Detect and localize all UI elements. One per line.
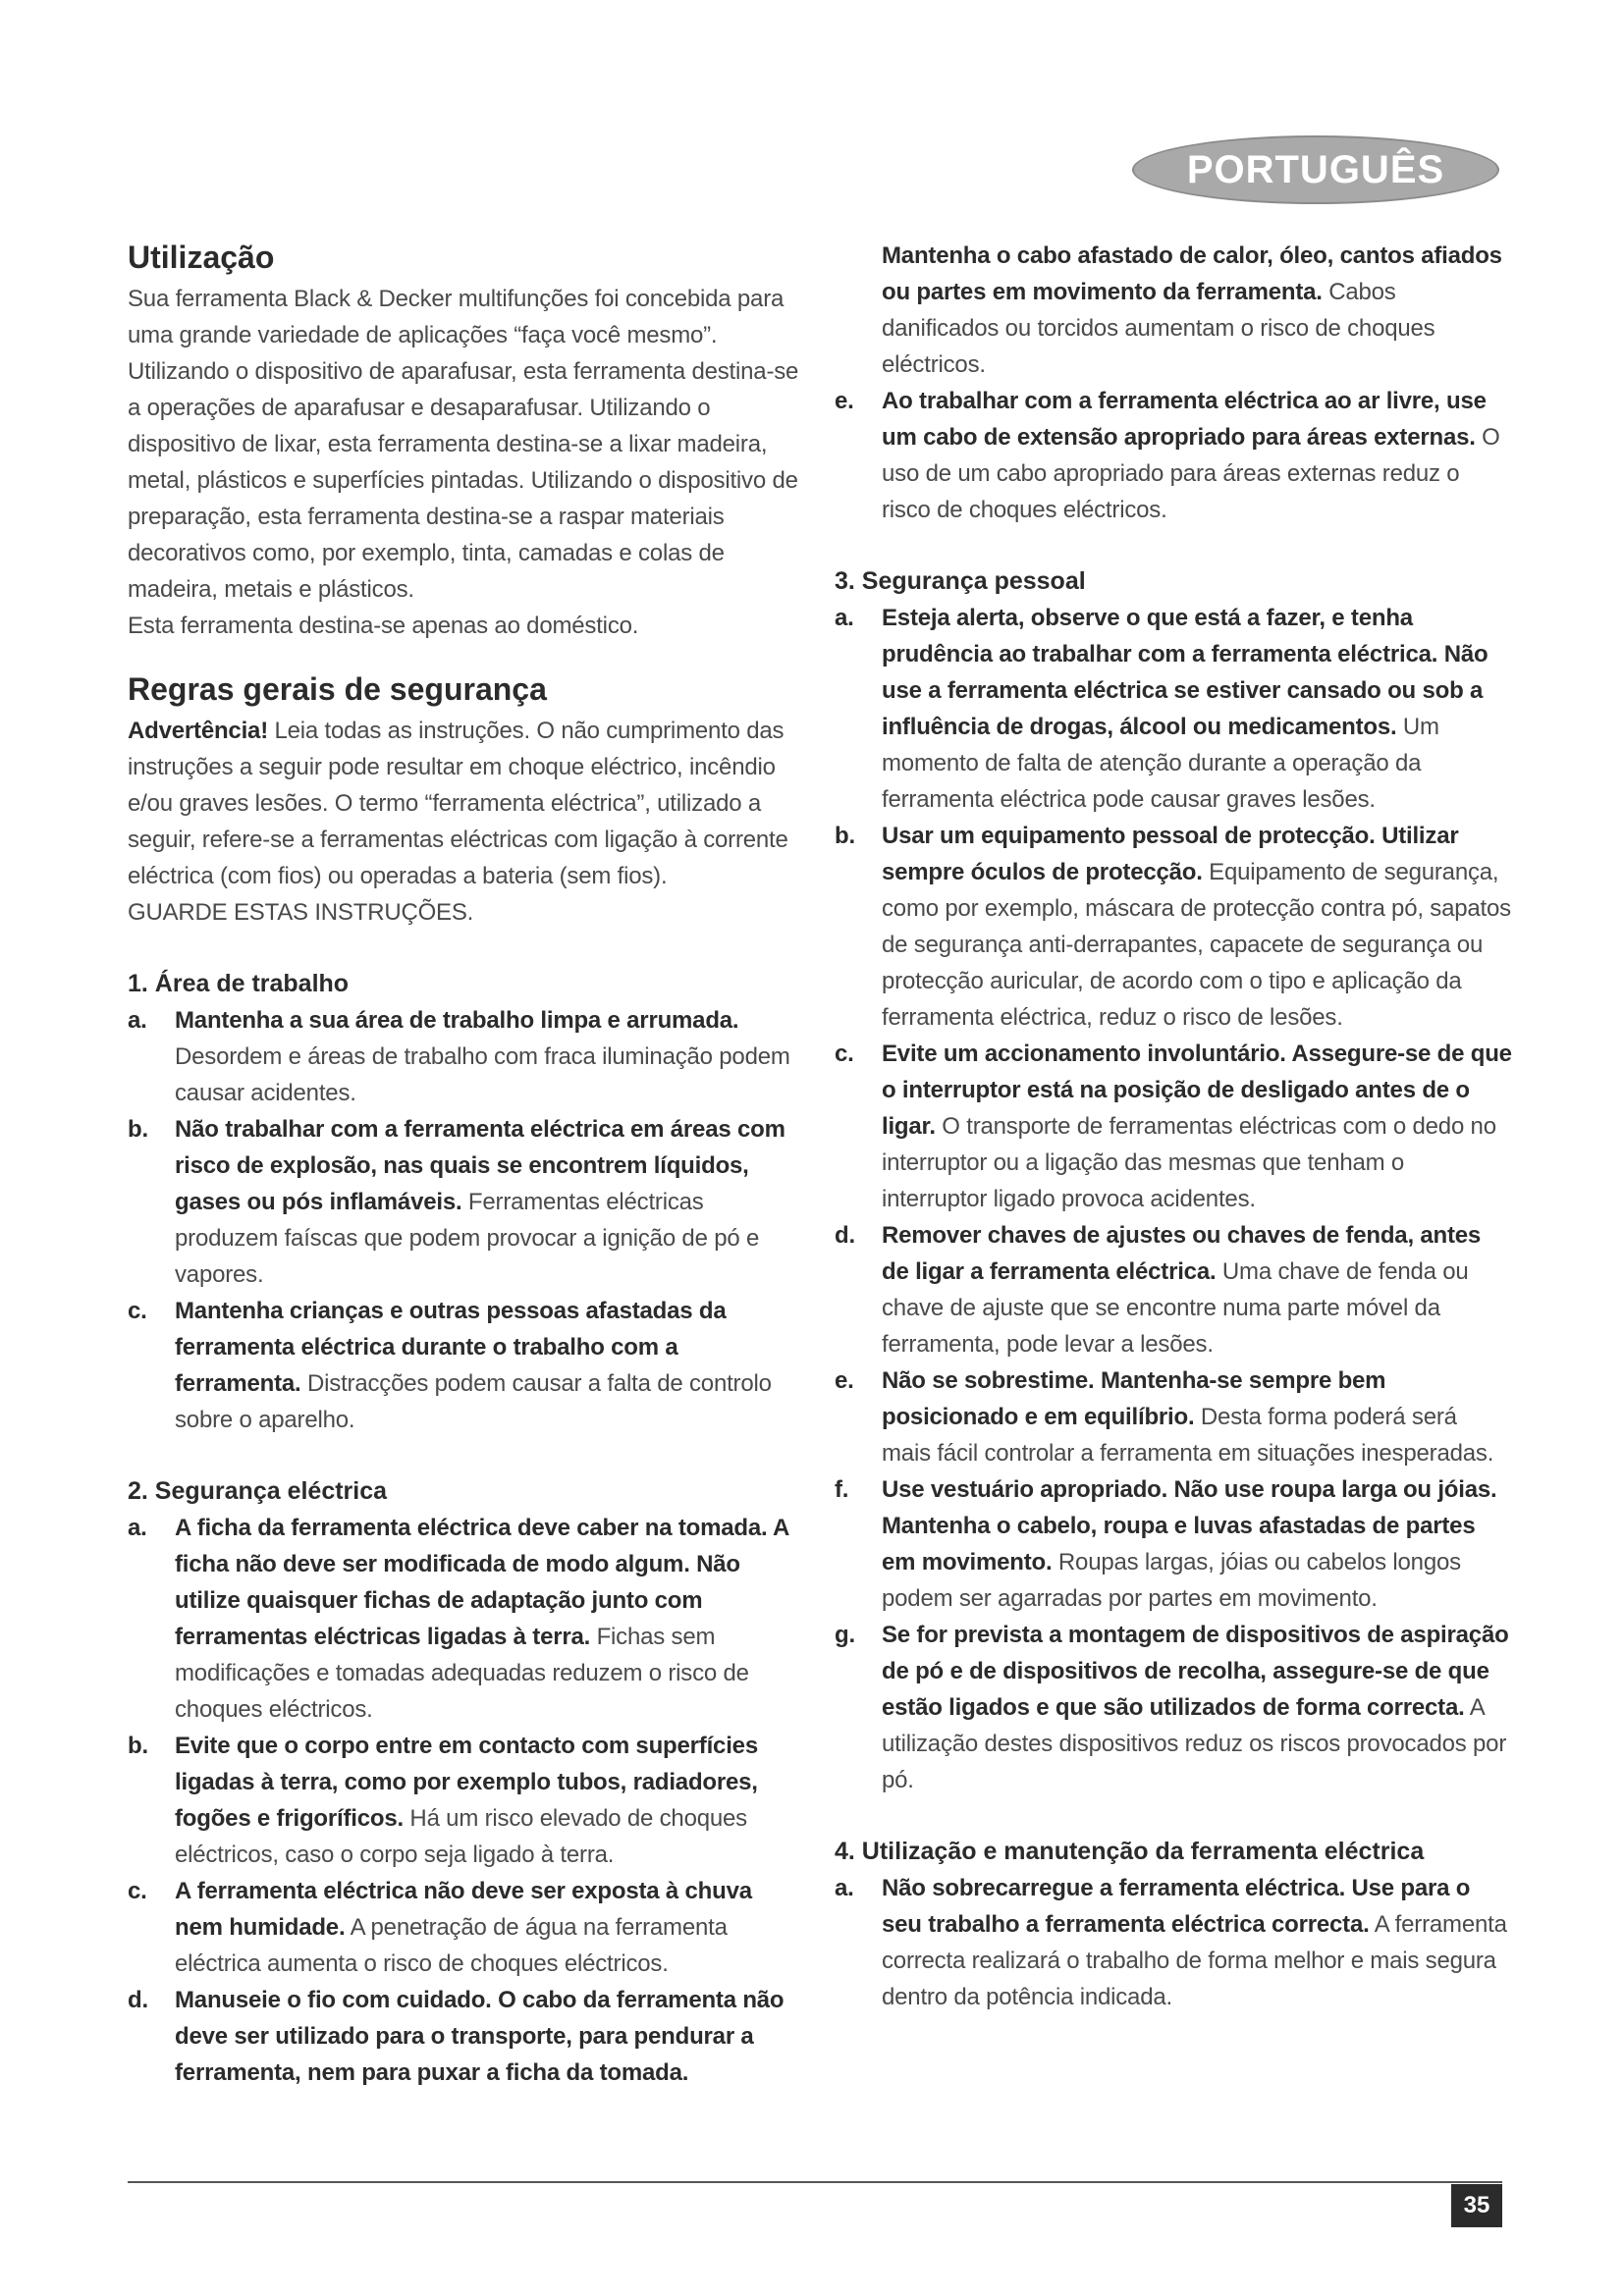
- list-item: [835, 1362, 1512, 1471]
- section-4-list: [835, 1870, 1512, 2015]
- item-bold: Se for prevista a montagem de dispositivos de aspiração de pó e de dispositivos de recolha, assegure-se de que estão ligados e que são utilizados de forma correcta.: [882, 1622, 1509, 1721]
- section-2-item-e: [835, 383, 1512, 528]
- item-bold: Mantenha a sua área de trabalho limpa e arrumada.: [175, 1007, 739, 1034]
- item-text: Distracções podem causar a falta de controlo sobre o aparelho.: [175, 1370, 772, 1433]
- list-item: [835, 1471, 1512, 1617]
- section-2-list: [128, 1510, 805, 2091]
- item-text: Um momento de falta de atenção durante a operação da ferramenta eléctrica pode causar graves lesões.: [882, 714, 1439, 813]
- item-bold: Mantenha crianças e outras pessoas afastadas da ferramenta eléctrica durante o trabalho com a ferramenta.: [175, 1298, 727, 1397]
- page-number: 35: [1451, 2184, 1502, 2227]
- item-bold: Esteja alerta, observe o que está a fazer, e tenha prudência ao trabalhar com a ferramenta eléctrica. Não use a ferramenta eléctrica se estiver cansado ou sob a influência de drogas, álcool ou medicamentos.: [882, 605, 1489, 740]
- item-label: b.: [835, 823, 855, 849]
- item-text: Desordem e áreas de trabalho com fraca iluminação podem causar acidentes.: [175, 1043, 790, 1106]
- advertencia-label: Advertência!: [128, 718, 268, 744]
- item-bold: A ficha da ferramenta eléctrica deve caber na tomada. A ficha não deve ser modificada de modo algum. Não utilize quaisquer fichas de adaptação junto com ferramentas eléctricas ligadas à terra.: [175, 1515, 789, 1650]
- item-label: a.: [128, 1515, 147, 1541]
- item-label: f.: [835, 1476, 849, 1503]
- item-bold: Evite um accionamento involuntário. Assegure-se de que o interruptor está na posição de desligado antes de o ligar.: [882, 1041, 1512, 1140]
- list-item: [128, 1728, 805, 1873]
- item-text: A penetração de água na ferramenta eléctrica aumenta o risco de choques eléctricos.: [175, 1914, 728, 1977]
- list-item: [128, 1873, 805, 1982]
- list-item: [835, 1036, 1512, 1217]
- section-3-title: 3. Segurança pessoal: [835, 567, 1086, 595]
- item-bold: A ferramenta eléctrica não deve ser exposta à chuva nem humidade.: [175, 1878, 752, 1941]
- list-item: [835, 818, 1512, 1036]
- item-text: Há um risco elevado de choques eléctricos, caso o corpo seja ligado à terra.: [175, 1805, 747, 1868]
- item-label: c.: [835, 1041, 854, 1067]
- item-bold: Usar um equipamento pessoal de protecção. Utilizar sempre óculos de protecção.: [882, 823, 1459, 885]
- list-item: [835, 1217, 1512, 1362]
- list-item: [835, 600, 1512, 818]
- utilizacao-text-2: Esta ferramenta destina-se apenas ao doméstico.: [128, 613, 639, 639]
- item-bold: Evite que o corpo entre em contacto com superfícies ligadas à terra, como por exemplo tubos, radiadores, fogões e frigoríficos.: [175, 1733, 758, 1832]
- item-label: c.: [128, 1878, 147, 1904]
- item-label: e.: [835, 1367, 854, 1394]
- item-text: Roupas largas, jóias ou cabelos longos podem ser agarradas por partes em movimento.: [882, 1549, 1461, 1612]
- list-item: [128, 1510, 805, 1728]
- section-1-title: 1. Área de trabalho: [128, 970, 350, 997]
- item-bold: Use vestuário apropriado. Não use roupa larga ou jóias. Mantenha o cabelo, roupa e luvas afastadas de partes em movimento.: [882, 1476, 1497, 1575]
- right-column: [835, 238, 1512, 2015]
- item-label: d.: [835, 1222, 855, 1249]
- item-text: O transporte de ferramentas eléctricas com o dedo no interruptor ou a ligação das mesmas que tenham o interruptor ligado provoca acidentes.: [882, 1113, 1496, 1212]
- item-text: A ferramenta correcta realizará o trabalho de forma melhor e mais segura dentro da potência indicada.: [882, 1911, 1507, 2010]
- item-label: g.: [835, 1622, 855, 1648]
- footer-rule: [128, 2181, 1502, 2183]
- section-2-title: 2. Segurança eléctrica: [128, 1477, 388, 1505]
- item-label: b.: [128, 1116, 148, 1143]
- section-1-list: [128, 1002, 805, 1438]
- language-badge: PORTUGUÊS: [1132, 135, 1499, 204]
- item-label: a.: [835, 1875, 854, 1901]
- section-2-d-continuation: [835, 238, 1512, 383]
- list-item: [835, 1617, 1512, 1798]
- item-bold: Não se sobrestime. Mantenha-se sempre bem posicionado e em equilíbrio.: [882, 1367, 1386, 1430]
- item-text: Ferramentas eléctricas produzem faíscas que podem provocar a ignição de pó e vapores.: [175, 1189, 760, 1288]
- item-bold: Remover chaves de ajustes ou chaves de fenda, antes de ligar a ferramenta eléctrica.: [882, 1222, 1482, 1285]
- advertencia-text: Leia todas as instruções. O não cumprimento das instruções a seguir pode resultar em choque eléctrico, incêndio e/ou graves lesões. O termo “ferramenta eléctrica”, utilizado a seguir, refere-se a ferramentas eléctricas com ligação à corrente eléctrica (com fios) ou operadas a bateria (sem fios).: [128, 718, 788, 889]
- section-2-d-cont-bold: Mantenha o cabo afastado de calor, óleo, cantos afiados ou partes em movimento da ferramenta.: [882, 242, 1502, 305]
- left-column: [128, 238, 805, 2091]
- list-item: [128, 1111, 805, 1293]
- heading-utilizacao: Utilização: [128, 240, 275, 275]
- item-label: e.: [835, 388, 854, 414]
- section-4-title: 4. Utilização e manutenção da ferramenta eléctrica: [835, 1838, 1425, 1865]
- item-label: d.: [128, 1987, 148, 2013]
- item-bold: Manuseie o fio com cuidado. O cabo da ferramenta não deve ser utilizado para o transporte, para pendurar a ferramenta, nem para puxar a ficha da tomada.: [175, 1987, 785, 2086]
- item-label: c.: [128, 1298, 147, 1324]
- list-item: [128, 1002, 805, 1111]
- item-label: b.: [128, 1733, 148, 1759]
- item-text: Fichas sem modificações e tomadas adequadas reduzem o risco de choques eléctricos.: [175, 1624, 749, 1723]
- item-label: a.: [835, 605, 854, 631]
- item-text: Desta forma poderá será mais fácil controlar a ferramenta em situações inesperadas.: [882, 1404, 1494, 1467]
- list-item: [835, 1870, 1512, 2015]
- item-bold: Não trabalhar com a ferramenta eléctrica em áreas com risco de explosão, nas quais se encontrem líquidos, gases ou pós inflamáveis.: [175, 1116, 785, 1215]
- section-3-list: [835, 600, 1512, 1798]
- item-bold: Ao trabalhar com a ferramenta eléctrica ao ar livre, use um cabo de extensão apropriado para áreas externas.: [882, 388, 1487, 451]
- item-bold: Não sobrecarregue a ferramenta eléctrica. Use para o seu trabalho a ferramenta eléctrica correcta.: [882, 1875, 1471, 1938]
- item-text: Equipamento de segurança, como por exemplo, máscara de protecção contra pó, sapatos de segurança anti-derrapantes, capacete de segurança ou protecção auricular, de acordo com o tipo e aplicação da ferramenta eléctrica, reduz o risco de lesões.: [882, 859, 1511, 1031]
- section-2-d-cont-text: Cabos danificados ou torcidos aumentam o risco de choques eléctricos.: [882, 279, 1435, 378]
- list-item: [128, 1982, 805, 2091]
- item-text: A utilização destes dispositivos reduz os riscos provocados por pó.: [882, 1694, 1507, 1793]
- item-label: a.: [128, 1007, 147, 1034]
- item-text: Uma chave de fenda ou chave de ajuste que se encontre numa parte móvel da ferramenta, pode levar a lesões.: [882, 1258, 1469, 1358]
- advertencia-paragraph: [128, 713, 805, 894]
- guarde-instrucoes: GUARDE ESTAS INSTRUÇÕES.: [128, 899, 474, 926]
- list-item: [128, 1293, 805, 1438]
- utilizacao-text: Sua ferramenta Black & Decker multifunções foi concebida para uma grande variedade de aplicações “faça você mesmo”. Utilizando o dispositivo de aparafusar, esta ferramenta destina-se a operações de aparafusar e desaparafusar. Utilizando o dispositivo de lixar, esta ferramenta destina-se a lixar madeira, metal, plásticos e superfícies pintadas. Utilizando o dispositivo de preparação, esta ferramenta destina-se a raspar materiais decorativos como, por exemplo, tinta, camadas e colas de madeira, metais e plásticos.: [128, 286, 799, 603]
- heading-regras: Regras gerais de segurança: [128, 671, 547, 707]
- item-text: O uso de um cabo apropriado para áreas externas reduz o risco de choques eléctricos.: [882, 424, 1500, 523]
